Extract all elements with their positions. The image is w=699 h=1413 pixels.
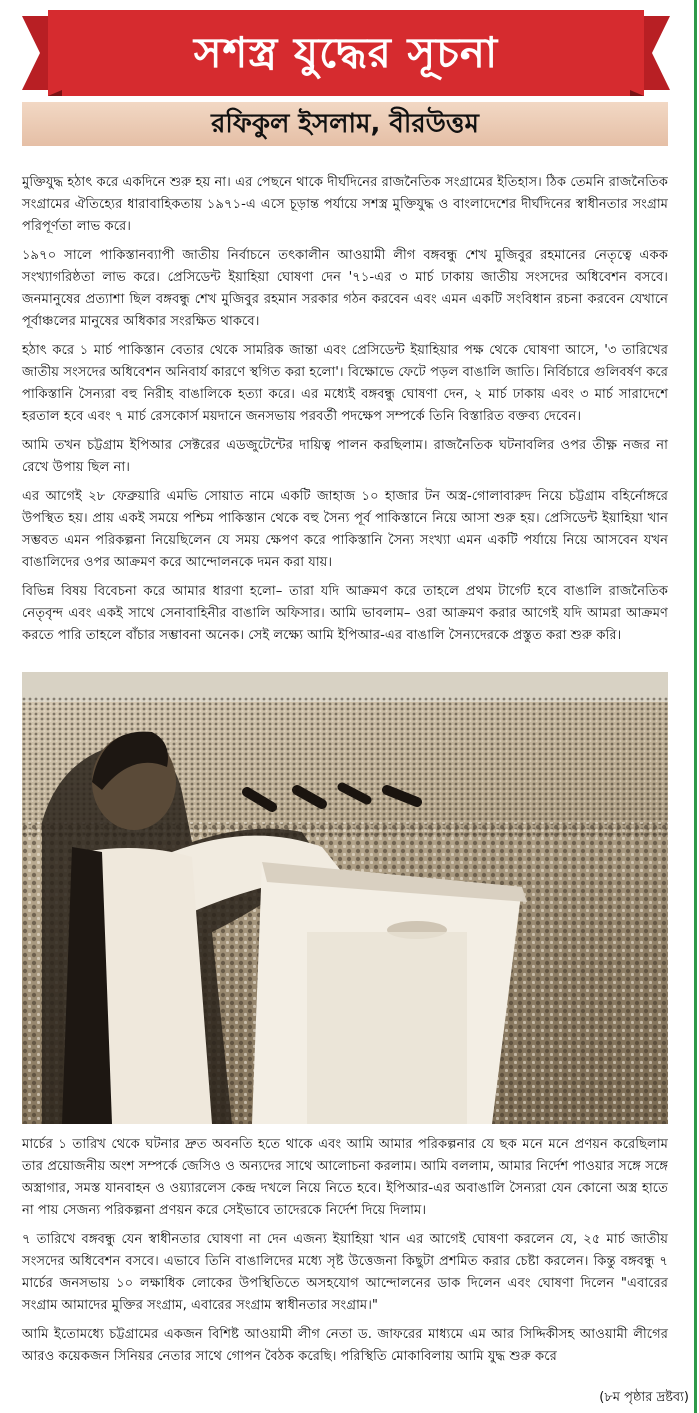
article-title: সশস্ত্র যুদ্ধের সূচনা bbox=[193, 28, 499, 77]
paragraph: এর আগেই ২৮ ফেব্রুয়ারি এমভি সোয়াত নামে একটি জাহাজ ১০ হাজার টন অস্ত্র-গোলাবারুদ নিয়ে চট্টগ্রাম বহির্নোঙ্গরে উপস্থিত হয়। প্রায় একই সময়ে পশ্চিম পাকিস্তান থেকে বহু সৈন্য পূর্ব পাকিস্তানে নিয়ে আসা শুরু হয়। প্রেসিডেন্ট ইয়াহিয়া খান সম্ভবত এমন পরিকল্পনা নিয়েছিলেন যে সময় ক্ষেপণ করে পাকিস্তানি সৈন্য সংখ্যা এমন একটি পর্যায়ে নিয়ে আসবেন যখন বাঙালিদের ওপর আক্রমণ করে আন্দোলনকে দমন করা যায়। bbox=[22, 489, 668, 570]
continued-on-page-note: (৮ম পৃষ্ঠার দ্রষ্টব্য) bbox=[599, 1390, 689, 1405]
paragraph: মুক্তিযুদ্ধ হঠাৎ করে একদিনে শুরু হয় না। এর পেছনে থাকে দীর্ঘদিনের রাজনৈতিক সংগ্রামের ইতিহাস। ঠিক তেমনি রাজনৈতিক সংগ্রামের ঐতিহ্যের ধারাবাহিকতায় ১৯৭১-এ এসে চূড়ান্ত পর্যায়ে সশস্ত্র মুক্তিযুদ্ধ ও বাংলাদেশের দীর্ঘদিনের স্বাধীনতার সংগ্রাম পরিপূর্ণতা লাভ করে। bbox=[22, 175, 668, 234]
rally-speech-photo bbox=[22, 672, 668, 1124]
article-body-top bbox=[22, 172, 668, 654]
paragraph: আমি তখন চট্টগ্রাম ইপিআর সেক্টরের এডজুটেন্টের দায়িত্ব পালন করছিলাম। রাজনৈতিক ঘটনাবলির ওপর তীক্ষ্ণ নজর না রেখে উপায় ছিল না। bbox=[22, 438, 668, 475]
paragraph: ৭ তারিখে বঙ্গবন্ধু যেন স্বাধীনতার ঘোষণা না দেন এজন্য ইয়াহিয়া খান এর আগেই ঘোষণা করলেন যে, ২৫ মার্চ জাতীয় সংসদের অধিবেশন বসবে। এভাবে তিনি বাঙালিদের মধ্যে সৃষ্ট উত্তেজনা কিছুটা প্রশমিত করার চেষ্টা করলেন। কিন্তু বঙ্গবন্ধু ৭ মার্চের জনসভায় ১০ লক্ষাধিক লোকের উপস্থিতিতে অসহযোগ আন্দোলনের ডাক দিলেন এবং ঘোষণা দিলেন "এবারের সংগ্রাম আমাদের মুক্তির সংগ্রাম, এবারের সংগ্রাম স্বাধীনতার সংগ্রাম।" bbox=[22, 1232, 668, 1313]
author-byline: রফিকুল ইসলাম, বীরউত্তম bbox=[22, 102, 668, 146]
paragraph: মার্চের ১ তারিখ থেকে ঘটনার দ্রুত অবনতি হতে থাকে এবং আমি আমার পরিকল্পনার যে ছক মনে মনে প্রণয়ন করেছিলাম তার প্রয়োজনীয় অংশ সম্পর্কে জেসিও ও অন্যদের সাথে আলোচনা করলাম। আমি বললাম, আমার নির্দেশ পাওয়ার সঙ্গে সঙ্গে অস্ত্রাগার, সমস্ত যানবাহন ও ওয়্যারলেস কেন্দ্র দখলে নিয়ে নিতে হবে। ইপিআর-এর অবাঙালি সৈন্যরা যেন কোনো অস্ত্র হাতে না পায় সেজন্য পরিকল্পনা প্রণয়ন করে সেইভাবে তাদেরকে নির্দেশ দিয়ে দিলাম। bbox=[22, 1137, 668, 1218]
paragraph: ১৯৭০ সালে পাকিস্তানব্যাপী জাতীয় নির্বাচনে তৎকালীন আওয়ামী লীগ বঙ্গবন্ধু শেখ মুজিবুর রহমানের নেতৃত্বে একক সংখ্যাগরিষ্ঠতা লাভ করে। প্রেসিডেন্ট ইয়াহিয়া ঘোষণা দেন '৭১-এর ৩ মার্চ ঢাকায় জাতীয় সংসদের অধিবেশন বসবে। জনমানুষের প্রত্যাশা ছিল বঙ্গবন্ধু শেখ মুজিবুর রহমান সরকার গঠন করবেন এবং এমন একটি সংবিধান রচনা করবেন যেখানে পূর্বাঞ্চলের মানুষের অধিকার সংরক্ষিত থাকবে। bbox=[22, 248, 668, 329]
paragraph: আমি ইতোমধ্যে চট্টগ্রামের একজন বিশিষ্ট আওয়ামী লীগ নেতা ড. জাফরের মাধ্যমে এম আর সিদ্দিকীসহ আওয়ামী লীগের আরও কয়েকজন সিনিয়র নেতার সাথে গোপন বৈঠক করেছি। পরিস্থিতি মোকাবিলায় আমি যুদ্ধ শুরু করে bbox=[22, 1327, 668, 1364]
paragraph: বিভিন্ন বিষয় বিবেচনা করে আমার ধারণা হলো– তারা যদি আক্রমণ করে তাহলে প্রথম টার্গেট হবে বাঙালি রাজনৈতিক নেতৃবৃন্দ এবং একই সাথে সেনাবাহিনীর বাঙালি অফিসার। আমি ভাবলাম– ওরা আক্রমণ করার আগেই যদি আমরা আক্রমণ করতে পারি তাহলে বাঁচার সম্ভাবনা অনেক। সেই লক্ষ্যে আমি ইপিআর-এর বাঙালি সৈন্যদেরকে প্রস্তুত করা শুরু করি। bbox=[22, 584, 668, 643]
page-edge-rule bbox=[694, 0, 697, 1413]
title-banner bbox=[22, 10, 670, 96]
paragraph: হঠাৎ করে ১ মার্চ পাকিস্তান বেতার থেকে সামরিক জান্তা এবং প্রেসিডেন্ট ইয়াহিয়ার পক্ষ থেকে ঘোষণা আসে, '৩ তারিখের জাতীয় সংসদের অধিবেশন অনিবার্য কারণে স্থগিত করা হলো'। বিক্ষোভে ফেটে পড়ল বাঙালি জাতি। নির্বিচারে গুলিবর্ষণ করে পাকিস্তানি সৈন্যরা বহু নিরীহ বাঙালিকে হত্যা করে। এর মধ্যেই বঙ্গবন্ধু ঘোষণা দেন, ২ মার্চ ঢাকায় এবং ৩ মার্চ সারাদেশে হরতাল হবে এবং ৭ মার্চ রেসকোর্স ময়দানে জনসভায় পরবর্তী পদক্ষেপ সম্পর্কে তিনি বিস্তারিত বক্তব্য দেবেন। bbox=[22, 343, 668, 424]
crowd-illustration bbox=[22, 672, 668, 1124]
article-body-bottom bbox=[22, 1134, 668, 1375]
